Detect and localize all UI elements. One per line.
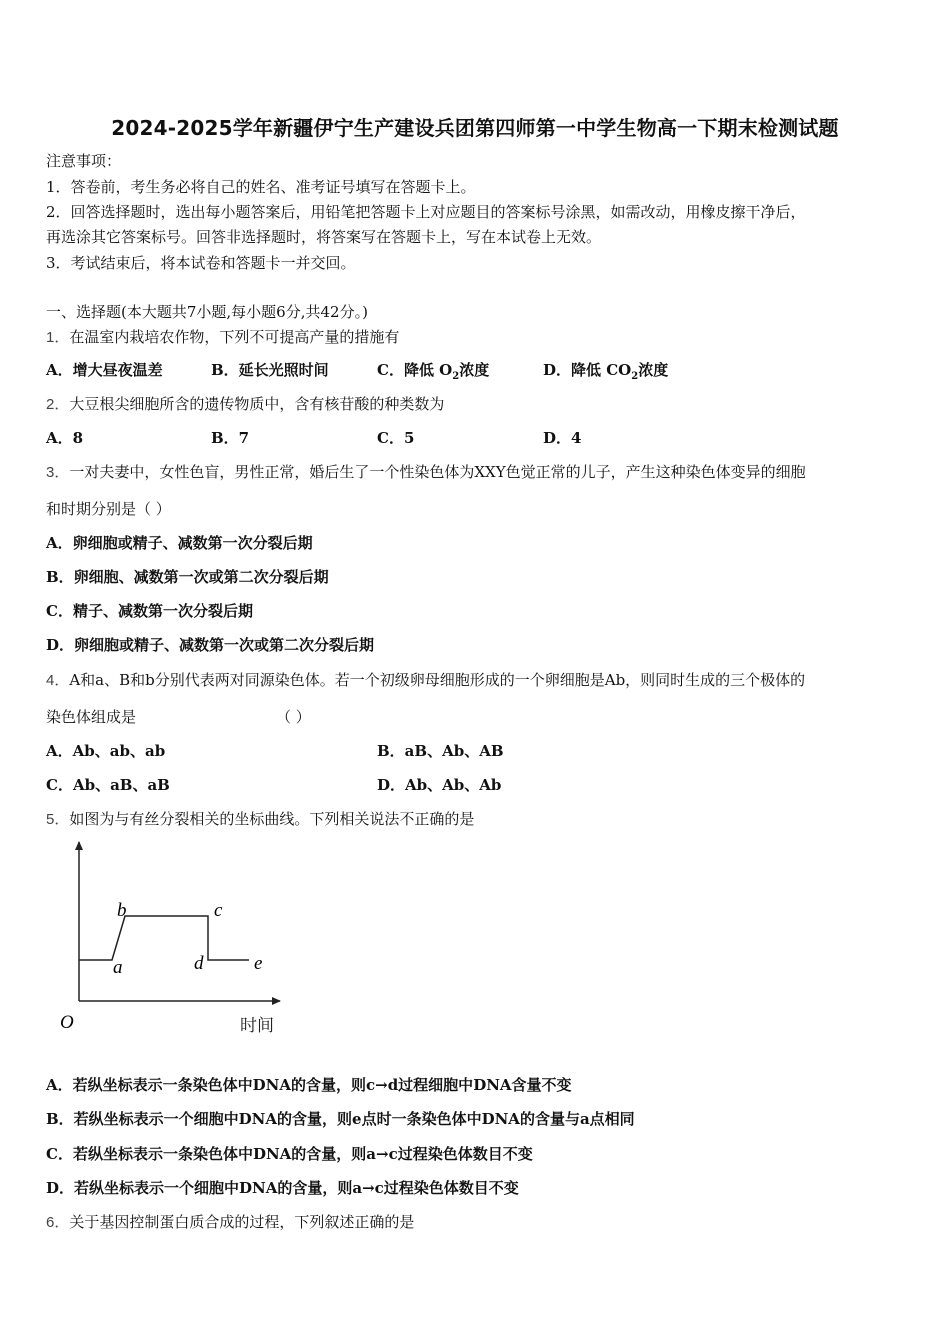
q2-option-b[interactable]: B．7 [211,429,250,447]
notice-item-2a: 2．回答选择题时，选出每小题答案后，用铅笔把答题卡上对应题目的答案标号涂黑，如需改动，用橡皮擦干净后， [46,203,806,221]
curve-line [79,916,249,960]
question-text: 一对夫妻中，女性色盲，男性正常，婚后生了一个性染色体为XXY色觉正常的儿子，产生这种染色体变异的细胞 [69,463,806,481]
q1-option-c[interactable] [377,360,489,387]
q2-option-a[interactable]: A．8 [46,429,84,447]
q4-option-c[interactable]: C．Ab、aB、aB [46,776,170,794]
question-2-stem [46,394,444,415]
q3-option-b[interactable]: B．卵细胞、减数第一次或第二次分裂后期 [46,568,329,586]
point-c-label: c [214,900,223,921]
q3-option-a[interactable]: A．卵细胞或精子、减数第一次分裂后期 [46,534,313,552]
question-text: A和a、B和b分别代表两对同源染色体。若一个初级卵母细胞形成的一个卵细胞是Ab，则同时生成的三个极体的 [69,671,806,689]
question-number: 1． [46,329,70,346]
x-axis-label: 时间 [240,1016,274,1036]
notice-item-1: 1．答卷前，考生务必将自己的姓名、准考证号填写在答题卡上。 [46,178,476,196]
question-text: 大豆根尖细胞所含的遗传物质中，含有核苷酸的种类数为 [69,395,445,413]
notice-heading: 注意事项： [46,152,122,170]
question-5-stem [46,809,474,830]
question-number: 5． [46,811,70,828]
notice-item-3: 3．考试结束后，将本试卷和答题卡一并交回。 [46,254,356,272]
question-3-stem [46,462,806,483]
q5-option-c[interactable]: C．若纵坐标表示一条染色体中DNA的含量，则a→c过程染色体数目不变 [46,1145,533,1163]
q3-option-c[interactable]: C．精子、减数第一次分裂后期 [46,602,253,620]
q1-option-c-text: C．降低 O [377,361,453,379]
q1-option-d-text: D．降低 CO [543,361,632,379]
point-b-label: b [117,900,127,921]
question-1-stem [46,327,399,348]
point-d-label: d [194,953,204,974]
q2-option-c[interactable]: C．5 [377,429,415,447]
q1-option-d[interactable] [543,360,668,387]
answer-paren: （ ） [276,708,311,726]
question-number: 2． [46,396,70,413]
q2-option-d[interactable]: D．4 [543,429,582,447]
point-a-label: a [113,957,123,978]
q5-option-d[interactable]: D．若纵坐标表示一个细胞中DNA的含量，则a→c过程染色体数目不变 [46,1179,519,1197]
q4-option-b[interactable]: B．aB、Ab、AB [377,742,504,760]
section-heading: 一、选择题(本大题共7小题,每小题6分,共42分。) [46,303,368,321]
q1-option-a[interactable]: A．增大昼夜温差 [46,361,163,379]
q1-option-d-tail: 浓度 [638,361,669,379]
question-4-stem [46,670,805,691]
question-number: 3． [46,464,70,481]
page-title: 2024-2025学年新疆伊宁生产建设兵团第四师第一中学生物高一下期末检测试题 [111,116,839,140]
notice-item-2b: 再选涂其它答案标号。回答非选择题时，将答案写在答题卡上，写在本试卷上无效。 [46,228,602,246]
question-number: 6． [46,1214,70,1231]
q1-option-c-sub: 2 [452,371,460,382]
question-6-stem [46,1212,414,1233]
question-3-stem-cont: 和时期分别是（ ） [46,500,171,518]
q3-option-d[interactable]: D．卵细胞或精子、减数第一次或第二次分裂后期 [46,636,375,654]
question-number: 4． [46,672,70,689]
q4-option-a[interactable]: A．Ab、ab、ab [46,742,166,760]
question-4-stem-cont: 染色体组成是 [46,708,137,726]
point-e-label: e [254,953,263,974]
q1-option-b[interactable]: B．延长光照时间 [211,361,329,379]
q5-option-a[interactable]: A．若纵坐标表示一条染色体中DNA的含量，则c→d过程细胞中DNA含量不变 [46,1076,572,1094]
dna-content-graph [52,838,292,1043]
q5-option-b[interactable]: B．若纵坐标表示一个细胞中DNA的含量，则e点时一条染色体中DNA的含量与a点相同 [46,1110,635,1128]
question-text: 在温室内栽培农作物，下列不可提高产量的措施有 [69,328,400,346]
q4-option-d[interactable]: D．Ab、Ab、Ab [377,776,502,794]
question-text: 如图为与有丝分裂相关的坐标曲线。下列相关说法不正确的是 [69,810,475,828]
q1-option-c-tail: 浓度 [459,361,490,379]
origin-label: O [60,1012,74,1033]
question-text: 关于基因控制蛋白质合成的过程，下列叙述正确的是 [69,1213,415,1231]
q1-option-d-sub: 2 [631,371,639,382]
